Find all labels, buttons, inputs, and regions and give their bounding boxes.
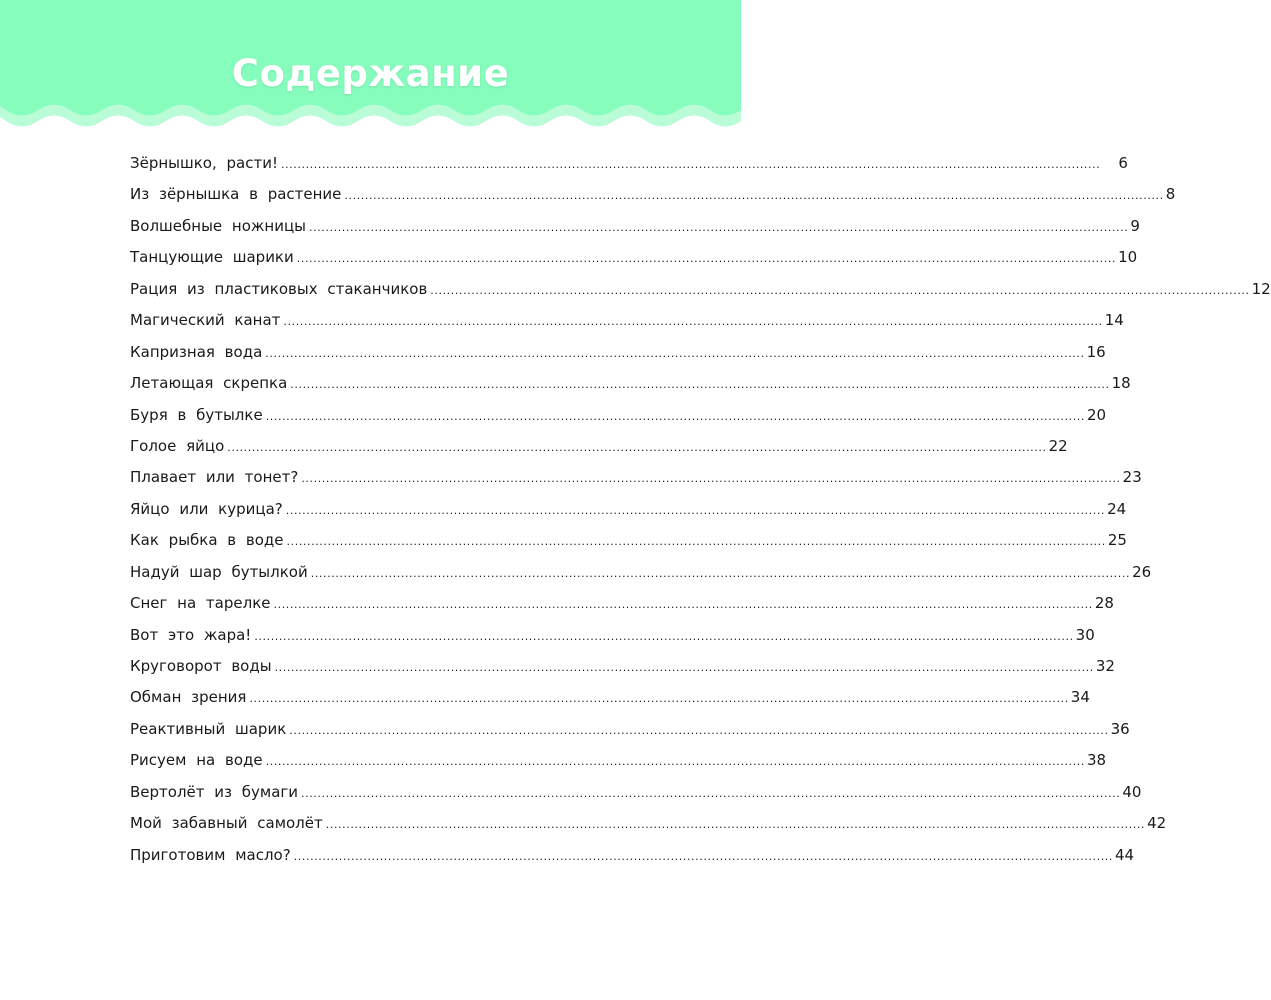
toc-entry-title: Плавает или тонет? — [130, 468, 299, 487]
page-title: Содержание — [231, 52, 510, 95]
toc-entry[interactable] — [130, 745, 1107, 776]
toc-entry-title: Обман зрения — [130, 688, 247, 707]
toc-entry-page-number: 42 — [1147, 814, 1167, 833]
toc-dot-leader: ........................................................................................................................................................................................................ — [301, 472, 1121, 486]
header-banner — [0, 0, 741, 140]
toc-entry[interactable] — [130, 179, 1176, 210]
toc-dot-leader: ........................................................................................................................................................................................................ — [283, 315, 1103, 329]
toc-entry[interactable] — [130, 400, 1107, 431]
toc-entry[interactable] — [130, 494, 1127, 525]
toc-dot-leader: ........................................................................................................................................................................................................ — [344, 189, 1164, 203]
toc-entry[interactable] — [130, 525, 1127, 556]
toc-entry[interactable] — [130, 274, 1271, 305]
toc-dot-leader: ........................................................................................................................................................................................................ — [289, 723, 1109, 737]
toc-entry-page-number: 30 — [1075, 625, 1095, 644]
toc-entry[interactable] — [130, 148, 1128, 179]
toc-entry[interactable] — [130, 368, 1131, 399]
toc-dot-leader: ........................................................................................................................................................................................................ — [274, 661, 1094, 674]
toc-entry-title: Буря в бутылке — [130, 405, 263, 424]
toc-entry-title: Приготовим масло? — [130, 845, 291, 864]
toc-entry-page-number: 40 — [1122, 782, 1142, 801]
toc-entry-title: Яйцо или курица? — [130, 499, 283, 518]
toc-entry-page-number: 6 — [1118, 154, 1128, 172]
toc-dot-leader: ........................................................................................................................................................................................................ — [265, 755, 1085, 769]
toc-entry-title: Зёрнышко, расти! — [130, 154, 278, 172]
toc-dot-leader: ........................................................................................................................................................................................................ — [249, 692, 1069, 706]
toc-dot-leader: ........................................................................................................................................................................................................ — [325, 818, 1146, 832]
toc-entry-title: Летающая скрепка — [130, 374, 288, 393]
toc-dot-leader: ........................................................................................................................................................................................................ — [285, 503, 1106, 517]
toc-dot-leader: ........................................................................................................................................................................................................ — [301, 786, 1121, 800]
toc-entry-title: Голое яйцо — [130, 436, 225, 455]
toc-entry-title: Волшебные ножницы — [130, 216, 307, 235]
toc-entry[interactable] — [130, 337, 1106, 368]
toc-entry[interactable] — [130, 431, 1068, 462]
toc-entry-page-number: 18 — [1111, 374, 1131, 393]
toc-entry-page-number: 32 — [1095, 657, 1115, 675]
toc-dot-leader: ........................................................................................................................................................................................................ — [265, 409, 1086, 423]
toc-entry[interactable] — [130, 840, 1135, 871]
toc-entry-page-number: 36 — [1110, 719, 1130, 738]
toc-entry-page-number: 20 — [1087, 405, 1107, 424]
toc-entry[interactable] — [130, 714, 1130, 745]
toc-entry-title: Реактивный шарик — [130, 719, 287, 738]
toc-entry-page-number: 10 — [1118, 248, 1138, 267]
toc-entry-page-number: 25 — [1107, 531, 1127, 550]
toc-entry-title: Танцующие шарики — [130, 248, 294, 267]
toc-entry-page-number: 24 — [1107, 499, 1127, 518]
toc-dot-leader: ........................................................................................................................................................................................................ — [296, 252, 1117, 266]
toc-entry[interactable] — [130, 651, 1115, 682]
toc-entry-page-number: 22 — [1048, 436, 1068, 455]
table-of-contents — [130, 148, 1271, 871]
toc-entry-title: Рация из пластиковых стаканчиков — [130, 279, 428, 298]
toc-dot-leader: ........................................................................................................................................................................................................ — [290, 378, 1110, 392]
toc-entry[interactable] — [130, 588, 1114, 619]
toc-entry-title: Снег на тарелке — [130, 594, 271, 613]
toc-entry[interactable] — [130, 462, 1142, 493]
toc-dot-leader: ........................................................................................................................................................................................................ — [309, 220, 1129, 234]
toc-entry-page-number: 12 — [1251, 279, 1271, 298]
toc-dot-leader: ........................................................................................................................................................................................................ — [286, 535, 1106, 549]
toc-entry[interactable] — [130, 808, 1167, 839]
toc-entry[interactable] — [130, 620, 1095, 651]
toc-dot-leader: ........................................................................................................................................................................................................ — [293, 849, 1114, 863]
toc-dot-leader: ........................................................................................................................................................................................................ — [227, 440, 1047, 454]
toc-entry-title: Рисуем на воде — [130, 751, 263, 770]
toc-entry-title: Магический канат — [130, 311, 281, 330]
toc-entry[interactable] — [130, 557, 1152, 588]
toc-entry-title: Вот это жара! — [130, 625, 252, 644]
toc-entry-title: Надуй шар бутылкой — [130, 562, 308, 581]
toc-entry-page-number: 23 — [1122, 468, 1142, 487]
toc-entry-page-number: 26 — [1132, 562, 1152, 581]
toc-entry-page-number: 28 — [1094, 594, 1114, 613]
toc-dot-leader: ........................................................................................................................................................................................................ — [265, 346, 1085, 360]
toc-entry-page-number: 44 — [1115, 845, 1135, 864]
toc-dot-leader: ........................................................................................................................................................................................................ — [280, 158, 1101, 171]
toc-entry[interactable] — [130, 242, 1138, 273]
toc-entry-title: Вертолёт из бумаги — [130, 782, 299, 801]
toc-entry-title: Капризная вода — [130, 342, 263, 361]
toc-entry-page-number: 9 — [1130, 216, 1140, 235]
toc-entry[interactable] — [130, 777, 1142, 808]
toc-dot-leader: ........................................................................................................................................................................................................ — [273, 598, 1093, 612]
toc-entry-title: Из зёрнышка в растение — [130, 185, 342, 204]
toc-entry-title: Как рыбка в воде — [130, 531, 284, 550]
toc-entry[interactable] — [130, 682, 1090, 713]
toc-entry[interactable] — [130, 211, 1140, 242]
toc-dot-leader: ........................................................................................................................................................................................................ — [310, 566, 1131, 580]
toc-entry[interactable] — [130, 305, 1124, 336]
toc-entry-page-number: 16 — [1086, 342, 1106, 361]
toc-dot-leader: ........................................................................................................................................................................................................ — [254, 629, 1074, 643]
toc-entry-page-number: 14 — [1104, 311, 1124, 330]
toc-entry-page-number: 34 — [1070, 688, 1090, 707]
toc-entry-page-number: 38 — [1086, 751, 1107, 770]
toc-dot-leader: ........................................................................................................................................................................................................ — [430, 283, 1250, 297]
toc-entry-page-number: 8 — [1165, 185, 1176, 204]
toc-entry-title: Круговорот воды — [130, 657, 272, 675]
toc-entry-title: Мой забавный самолёт — [130, 814, 323, 833]
